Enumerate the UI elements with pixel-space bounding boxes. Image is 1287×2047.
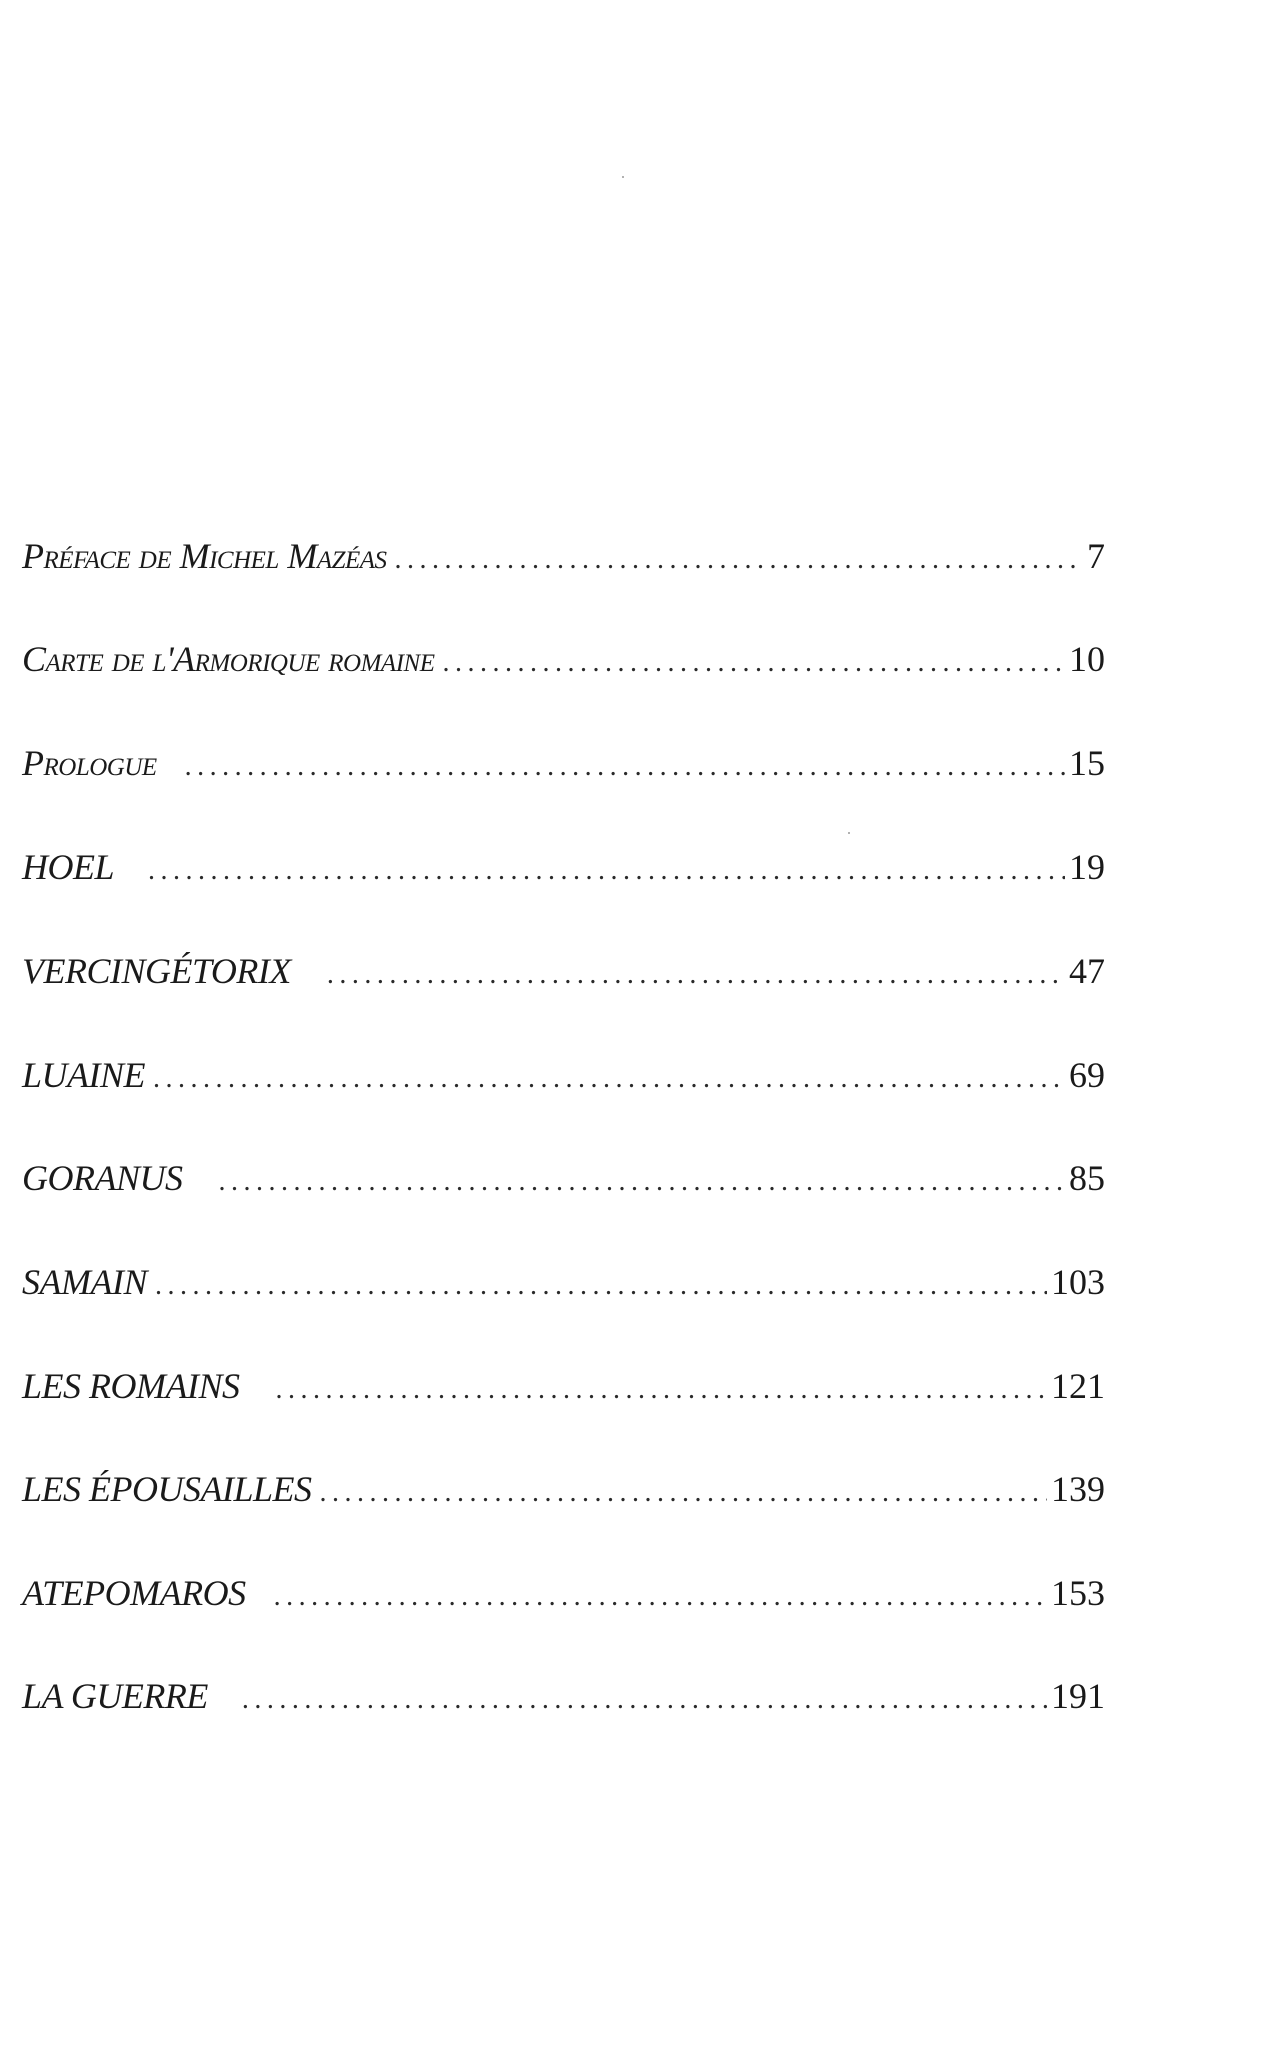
toc-entry-page: 103 <box>1051 1262 1105 1302</box>
toc-entry-page: 121 <box>1051 1366 1105 1406</box>
dot-leader <box>274 1567 1047 1627</box>
toc-entry-title: Prologue <box>22 743 157 783</box>
toc-entry-title: LES ÉPOUSAILLES <box>22 1469 312 1509</box>
toc-entry-title: LUAINE <box>22 1055 145 1095</box>
toc-entry-goranus[interactable] <box>22 1148 1105 1208</box>
toc-entry-page: 139 <box>1051 1469 1105 1509</box>
toc-entry-page: 85 <box>1069 1158 1105 1198</box>
toc-entry-title: GORANUS <box>22 1158 183 1198</box>
dot-leader <box>242 1670 1047 1730</box>
toc-entry-les-epousailles[interactable] <box>22 1459 1105 1519</box>
toc-entry-page: 47 <box>1069 951 1105 991</box>
toc-entry-luaine[interactable] <box>22 1045 1105 1105</box>
toc-entry-preface[interactable] <box>22 526 1105 586</box>
toc-entry-atepomaros[interactable] <box>22 1563 1105 1623</box>
paper-speck <box>848 832 850 834</box>
toc-entry-les-romains[interactable] <box>22 1356 1105 1416</box>
toc-entry-title: LA GUERRE <box>22 1676 208 1716</box>
toc-entry-page: 69 <box>1069 1055 1105 1095</box>
toc-entry-title: SAMAIN <box>22 1262 147 1302</box>
dot-leader <box>395 530 1083 590</box>
dot-leader <box>185 737 1065 797</box>
toc-entry-title: LES ROMAINS <box>22 1366 240 1406</box>
dot-leader <box>320 1463 1048 1523</box>
dot-leader <box>148 841 1065 901</box>
toc-entry-title: HOEL <box>22 847 115 887</box>
dot-leader <box>442 633 1065 693</box>
toc-entry-page: 153 <box>1051 1573 1105 1613</box>
toc-entry-vercingetorix[interactable] <box>22 941 1105 1001</box>
dot-leader <box>153 1049 1065 1109</box>
dot-leader <box>327 945 1065 1005</box>
dot-leader <box>275 1360 1047 1420</box>
toc-entry-la-guerre[interactable] <box>22 1666 1105 1726</box>
toc-entry-hoel[interactable] <box>22 837 1105 897</box>
toc-entry-title: Carte de l'Armorique romaine <box>22 639 435 679</box>
toc-entry-page: 191 <box>1051 1676 1105 1716</box>
toc-entry-title: Préface de Michel Mazéas <box>22 536 387 576</box>
dot-leader <box>155 1256 1047 1316</box>
toc-entry-prologue[interactable] <box>22 733 1105 793</box>
dot-leader <box>219 1152 1066 1212</box>
toc-entry-page: 10 <box>1069 639 1105 679</box>
toc-entry-page: 7 <box>1087 536 1105 576</box>
toc-entry-page: 15 <box>1069 743 1105 783</box>
paper-speck <box>622 176 624 178</box>
toc-entry-title: VERCINGÉTORIX <box>22 951 291 991</box>
toc-entry-samain[interactable] <box>22 1252 1105 1312</box>
toc-entry-title: ATEPOMAROS <box>22 1573 246 1613</box>
toc-entry-carte[interactable] <box>22 629 1105 689</box>
toc-entry-page: 19 <box>1069 847 1105 887</box>
